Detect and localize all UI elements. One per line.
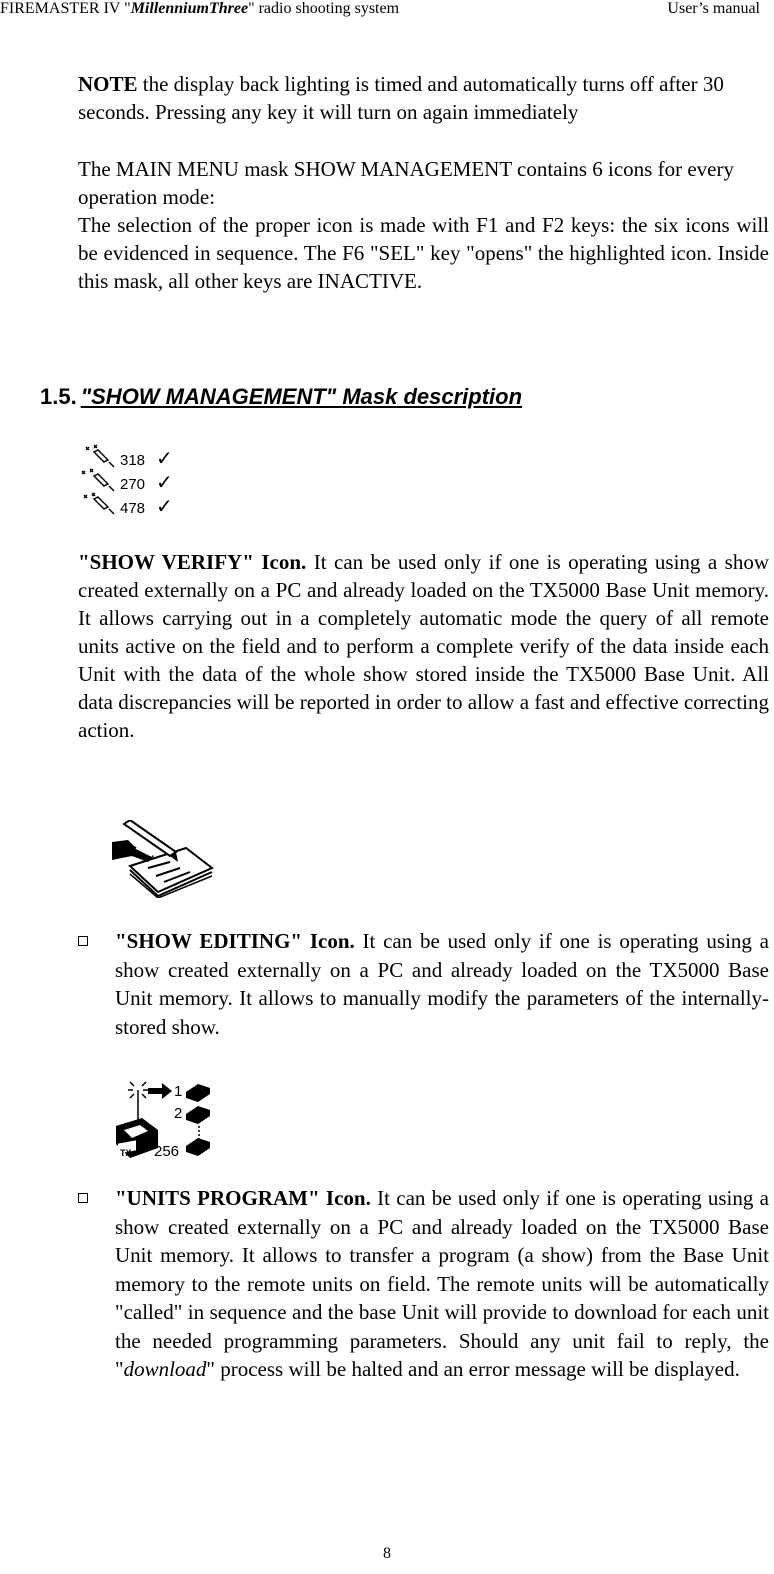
verify-row-3 [84,493,173,517]
intro-line-1: The MAIN MENU mask SHOW MANAGEMENT contains 6 icons for every operation mode: [78,157,734,209]
verify-value-2: 270 [120,476,146,493]
verify-row-2 [82,469,173,494]
antenna-icon [128,1082,148,1120]
units-program-label: "UNITS PROGRAM" Icon. [115,1186,371,1210]
unit-label-256: 256 [154,1143,180,1160]
bullet-square [78,936,88,946]
unit-label-1: 1 [174,1083,183,1100]
header-title: FIREMASTER IV "MillenniumThree" radio shooting system [0,0,400,17]
show-editing-icon [108,820,216,898]
arrow-right-icon [148,1083,172,1099]
transmitter-label: TX [120,1148,132,1158]
download-term: download [123,1357,207,1381]
show-verify-icon [80,443,180,517]
check-icon: ✓ [156,494,173,517]
show-editing-label: "SHOW EDITING" Icon. [115,929,355,953]
section-heading [40,384,522,410]
verify-value-3: 478 [120,500,146,517]
units-program-paragraph: "UNITS PROGRAM" Icon. It can be used only if one is operating using a show created externally on a PC and already loaded on the TX5000 Base Unit memory. It allows to transfer a program (a show) from the Base Unit memory to the remote units on field. The remote units will be automatically "called" in sequence and the base Unit will provide to download for each unit the needed programming parameters. Should any unit fail to reply, the "download" process will be halted and an error message will be displayed. [115,1186,770,1381]
section-title: "SHOW MANAGEMENT" Mask description [80,384,523,409]
header-manual-label: User’s manual [667,0,760,17]
show-editing-paragraph: "SHOW EDITING" Icon. It can be used only if one is operating using a show created externally on a PC and already loaded on the TX5000 Base Unit memory. It allows to manually modify the parameters of the internally-stored show. [115,929,769,1039]
intro-line-2: The selection of the proper icon is made with F1 and F2 keys: the six icons will be evidenced in sequence. The F6 "SEL" key "opens" the highlighted icon. Inside this mask, all other keys are INACTIVE. [78,213,769,293]
remote-unit-icon [186,1106,210,1124]
unit-label-2: 2 [174,1105,183,1122]
page-number: 8 [383,1545,391,1562]
remote-unit-icon [186,1138,210,1156]
note-paragraph: NOTE the display back lighting is timed and automatically turns off after 30 seconds. Pressing any key it will turn on again immediately [78,72,724,124]
check-icon: ✓ [156,446,173,470]
page-header [0,0,774,22]
section-number: 1.5. [40,384,77,409]
header-model-name: MillenniumThree [130,0,249,17]
units-program-icon [110,1078,214,1160]
verify-row-1 [86,445,173,470]
show-verify-label: "SHOW VERIFY" Icon. [78,550,307,574]
intro-paragraph [78,155,769,295]
note-label: NOTE [78,72,138,96]
remote-unit-icon [186,1084,210,1102]
verify-value-1: 318 [120,452,146,469]
show-verify-paragraph: "SHOW VERIFY" Icon. It can be used only if one is operating using a show created externally on a PC and already loaded on the TX5000 Base Unit memory. It allows carrying out in a completely automatic mode the query of all remote units active on the field and to perform a complete verify of the data inside each Unit with the data of the whole show stored inside the TX5000 Base Unit. All data discrepancies will be reported in order to allow a fast and effective correcting action. [78,550,769,742]
bullet-square [78,1193,88,1203]
check-icon: ✓ [156,470,173,494]
